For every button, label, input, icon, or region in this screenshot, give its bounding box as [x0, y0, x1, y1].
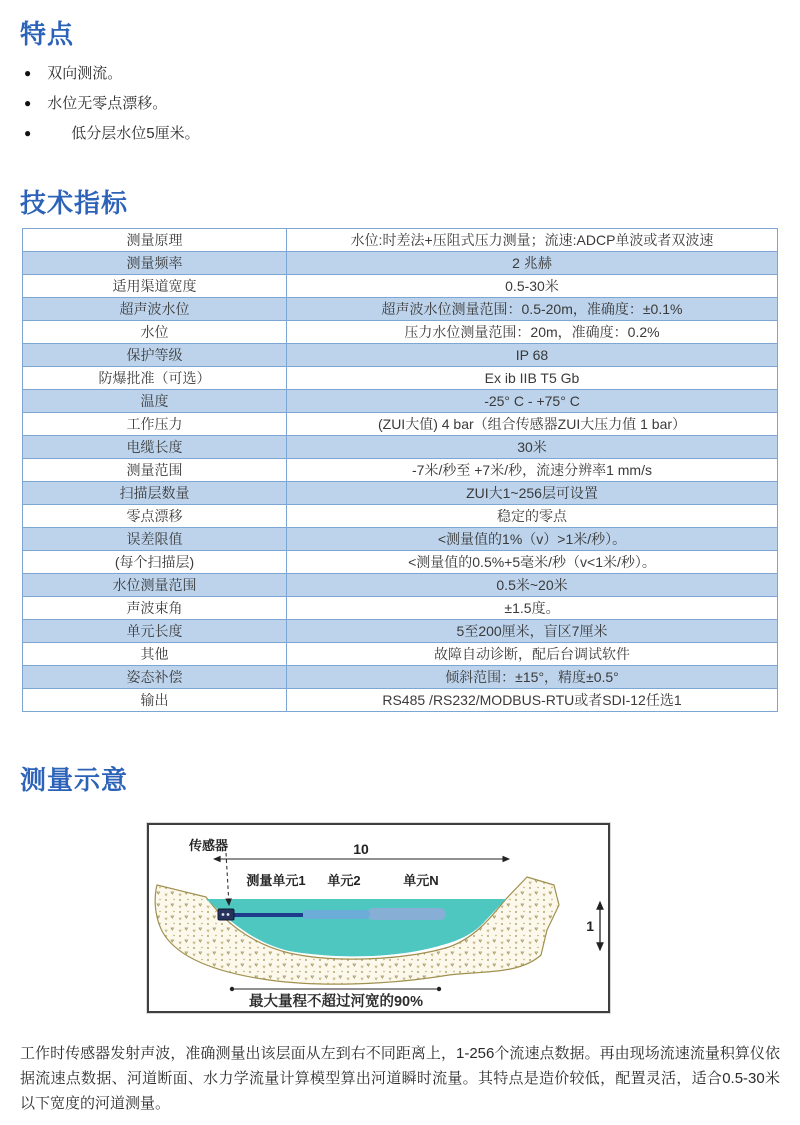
table-row — [23, 275, 778, 298]
bullet-icon: ● — [24, 95, 32, 110]
spec-label: 姿态补偿 — [23, 666, 287, 689]
measurement-diagram — [147, 823, 610, 1013]
beam-mid-segment — [302, 910, 370, 919]
spec-value: (ZUI大值) 4 bar（组合传感器ZUI大压力值 1 bar） — [287, 413, 778, 436]
spec-label: 水位测量范围 — [23, 574, 287, 597]
spec-value: 5至200厘米，盲区7厘米 — [287, 620, 778, 643]
spec-value: 稳定的零点 — [287, 505, 778, 528]
description-paragraph: 工作时传感器发射声波，准确测量出该层面从左到右不同距离上，1-256个流速点数据。再由现场流速流量积算仪依据流速点数据、河道断面、水力学流量计算模型算出河道瞬时流量。其特点是造价较低，配置灵活，适合0.5-30米以下宽度的河道测量。 — [20, 1045, 780, 1112]
table-row — [23, 689, 778, 712]
spec-value: <测量值的1%（v）>1米/秒）。 — [287, 528, 778, 551]
feature-text: 低分层水位5厘米。 — [71, 125, 200, 142]
spec-value: RS485 /RS232/MODBUS-RTU或者SDI-12任选1 — [287, 689, 778, 712]
spec-value: 压力水位测量范围：20m，准确度：0.2% — [287, 321, 778, 344]
spec-value: 超声波水位测量范围：0.5-20m，准确度：±0.1% — [287, 298, 778, 321]
spec-value: 倾斜范围：±15°，精度±0.5° — [287, 666, 778, 689]
spec-value: 故障自动诊断，配后台调试软件 — [287, 643, 778, 666]
table-row — [23, 413, 778, 436]
spec-label: 温度 — [23, 390, 287, 413]
list-item — [24, 92, 200, 113]
spec-value: <测量值的0.5%+5毫米/秒（v<1米/秒）。 — [287, 551, 778, 574]
sensor-dot — [222, 913, 225, 916]
sensor-icon — [218, 909, 234, 920]
table-row — [23, 666, 778, 689]
table-row — [23, 505, 778, 528]
spec-label: 零点漂移 — [23, 505, 287, 528]
spec-value: 0.5-30米 — [287, 275, 778, 298]
spec-value: -25° C - +75° C — [287, 390, 778, 413]
spec-value: Ex ib IIB T5 Gb — [287, 367, 778, 390]
bullet-icon: ● — [24, 125, 32, 140]
spec-value: ZUI大1~256层可设置 — [287, 482, 778, 505]
table-row — [23, 597, 778, 620]
spec-label: 保护等级 — [23, 344, 287, 367]
specs-section-title: 技术指标 — [20, 188, 129, 218]
spec-label: 单元长度 — [23, 620, 287, 643]
table-row — [23, 459, 778, 482]
range-arrow-end — [230, 987, 234, 991]
table-row — [23, 229, 778, 252]
list-item — [24, 122, 200, 143]
spec-value: 水位:时差法+压阻式压力测量；流速:ADCP单波或者双波速 — [287, 229, 778, 252]
table-row — [23, 344, 778, 367]
spec-label: 扫描层数量 — [23, 482, 287, 505]
sensor-leader-line — [226, 853, 229, 905]
spec-table — [22, 228, 778, 712]
sensor-dot — [227, 913, 230, 916]
table-row — [23, 528, 778, 551]
depth-dimension-label: 1 — [586, 918, 594, 934]
table-row — [23, 643, 778, 666]
spec-value: ±1.5度。 — [287, 597, 778, 620]
range-arrow-end — [437, 987, 441, 991]
spec-value: IP 68 — [287, 344, 778, 367]
features-list — [24, 62, 200, 152]
feature-text: 水位无零点漂移。 — [47, 95, 168, 112]
features-section-title: 特点 — [20, 19, 75, 49]
width-dimension-label: 10 — [353, 841, 369, 857]
table-row — [23, 321, 778, 344]
spec-value: -7米/秒至 +7米/秒，流速分辨率1 mm/s — [287, 459, 778, 482]
table-row — [23, 551, 778, 574]
beam-near-segment — [233, 913, 303, 917]
spec-label: 其他 — [23, 643, 287, 666]
spec-label: 超声波水位 — [23, 298, 287, 321]
unit1-label: 测量单元1 — [246, 873, 306, 888]
table-row — [23, 298, 778, 321]
spec-label: 防爆批准（可选） — [23, 367, 287, 390]
feature-text: 双向测流。 — [47, 65, 123, 82]
table-row — [23, 620, 778, 643]
bullet-icon: ● — [24, 65, 32, 80]
spec-label: 声波束角 — [23, 597, 287, 620]
spec-value: 30米 — [287, 436, 778, 459]
table-row — [23, 436, 778, 459]
spec-label: 测量原理 — [23, 229, 287, 252]
table-row — [23, 252, 778, 275]
spec-label: 输出 — [23, 689, 287, 712]
spec-label: 工作压力 — [23, 413, 287, 436]
spec-label: 水位 — [23, 321, 287, 344]
diagram-section-title: 测量示意 — [20, 765, 129, 795]
spec-label: 测量范围 — [23, 459, 287, 482]
range-note: 最大量程不超过河宽的90% — [248, 994, 424, 1010]
table-row — [23, 574, 778, 597]
spec-value: 2 兆赫 — [287, 252, 778, 275]
table-row — [23, 390, 778, 413]
table-row — [23, 367, 778, 390]
spec-label: 适用渠道宽度 — [23, 275, 287, 298]
list-item — [24, 62, 200, 83]
beam-far-segment — [367, 908, 446, 920]
unitN-label: 单元N — [403, 873, 439, 888]
spec-label: (每个扫描层) — [23, 551, 287, 574]
sensor-label: 传感器 — [189, 838, 229, 853]
river-cross-section-figure — [149, 825, 608, 1011]
table-row — [23, 482, 778, 505]
spec-label: 测量频率 — [23, 252, 287, 275]
unit2-label: 单元2 — [327, 873, 361, 888]
spec-value: 0.5米~20米 — [287, 574, 778, 597]
spec-label: 误差限值 — [23, 528, 287, 551]
spec-label: 电缆长度 — [23, 436, 287, 459]
